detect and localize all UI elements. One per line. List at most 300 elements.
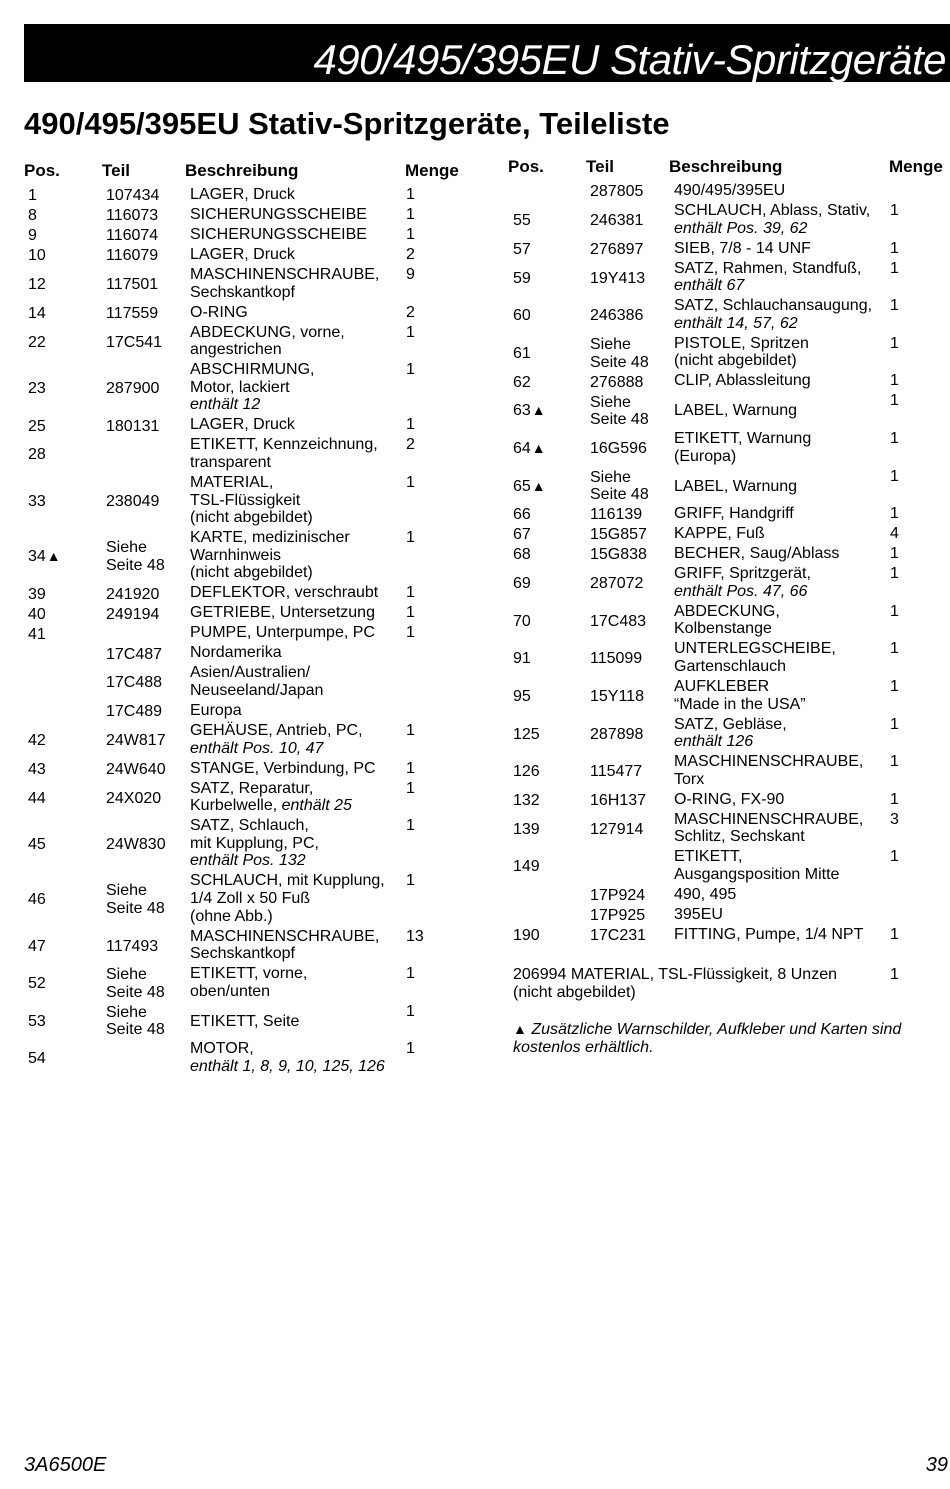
description-cell: [674, 202, 890, 240]
description-line: Warnhinweis: [190, 546, 281, 564]
description-line: ABDECKUNG,: [674, 602, 780, 620]
description-cell: [190, 361, 406, 416]
description-line: TSL-Flüssigkeit: [190, 491, 301, 509]
part-number-cell: 19Y413: [590, 269, 646, 287]
quantity-cell: 1: [890, 715, 899, 733]
warning-triangle-icon: ▲: [531, 439, 546, 456]
description-cell: [190, 266, 406, 304]
extra-line-note: (nicht abgebildet): [513, 983, 636, 1001]
description-line: LAGER, Druck: [190, 246, 295, 263]
description-cell: [674, 926, 890, 946]
description-line: enthält 12: [190, 396, 261, 414]
description-line: GETRIEBE, Untersetzung: [190, 604, 375, 622]
document-id: 3A6500E: [24, 1454, 107, 1476]
table-row: [508, 716, 950, 754]
table-row: [24, 304, 480, 324]
part-number-cell: 24X020: [106, 789, 162, 807]
pos-cell: [28, 644, 98, 664]
quantity-cell: 1: [406, 323, 415, 341]
table-row: [24, 584, 480, 604]
table-row: [24, 664, 480, 702]
description-cell: [190, 1040, 406, 1078]
quantity-cell: 1: [890, 848, 899, 866]
pos-cell: [28, 664, 98, 702]
description-line: SCHLAUCH, mit Kupplung,: [190, 872, 385, 890]
table-row: [24, 760, 480, 780]
table-row: [24, 780, 480, 818]
table-row: [508, 372, 950, 392]
table-row: [24, 624, 480, 644]
description-line: GRIFF, Handgriff: [674, 505, 794, 523]
table-row: [24, 246, 480, 266]
pos-cell: 55: [513, 212, 531, 229]
part-number-cell: [106, 624, 190, 644]
description-cell: [674, 753, 890, 791]
quantity-cell: [890, 906, 940, 926]
part-number-cell: 107434: [106, 187, 160, 205]
quantity-cell: 1: [890, 372, 899, 390]
description-cell: [674, 525, 890, 545]
part-number-cell: 180131: [106, 417, 160, 435]
description-line: ETIKETT, Warnung: [674, 429, 812, 447]
warning-triangle-icon: ▲: [531, 477, 546, 494]
pos-cell: 14: [28, 304, 46, 322]
quantity-cell: 1: [890, 565, 899, 583]
description-line: Neuseeland/Japan: [190, 681, 324, 699]
pos-cell: [28, 702, 98, 722]
col-header-teil: Teil: [102, 161, 131, 180]
quantity-cell: 1: [406, 186, 415, 203]
description-cell: [674, 468, 890, 506]
pos-cell: 67: [513, 526, 531, 544]
description-cell: [190, 780, 406, 818]
pos-cell: 47: [28, 937, 46, 955]
part-number-cell: 17P924: [590, 887, 646, 905]
table-row: [24, 266, 480, 304]
part-number-cell: 15G857: [590, 526, 647, 544]
table-row: [24, 529, 480, 584]
part-number-cell: 246386: [590, 307, 644, 325]
pos-cell: 69: [513, 575, 531, 593]
col-header-teil: Teil: [586, 157, 615, 176]
quantity-cell: 1: [406, 226, 415, 243]
description-cell: [190, 324, 406, 362]
warning-triangle-icon: ▲: [513, 1021, 527, 1038]
quantity-cell: 1: [890, 640, 899, 658]
pos-cell: 91: [513, 650, 531, 668]
table-row: [24, 226, 480, 246]
part-number-cell: 116073: [106, 207, 159, 225]
description-line: oben/unten: [190, 982, 271, 1000]
quantity-cell: [890, 182, 940, 202]
description-line: SATZ, Gebläse,: [674, 715, 787, 733]
table-row: [24, 928, 480, 966]
description-cell: [190, 722, 406, 760]
description-line: 490/495/395EU: [674, 182, 786, 199]
description-cell: [674, 505, 890, 525]
quantity-cell: 2: [406, 246, 415, 263]
banner-text: 490/495/395EU Stativ-Spritzgeräte: [313, 36, 946, 82]
description-line: (ohne Abb.): [190, 907, 273, 925]
warning-triangle-icon: ▲: [46, 547, 61, 564]
table-row: [24, 361, 480, 416]
description-cell: [190, 817, 406, 872]
description-cell: [674, 545, 890, 565]
table-row: [24, 206, 480, 226]
page-number: 39: [925, 1454, 948, 1476]
pos-cell: 62: [513, 373, 531, 391]
description-cell: [190, 872, 406, 927]
part-number-cell: 241920: [106, 585, 160, 603]
description-cell: [674, 811, 890, 849]
pos-cell: 28: [28, 446, 46, 464]
description-line: AUFKLEBER: [674, 677, 770, 695]
pos-cell: 61: [513, 344, 531, 362]
description-line: Sechskantkopf: [190, 945, 295, 963]
col-header-menge: Menge: [405, 161, 459, 180]
description-line: (nicht abgebildet): [190, 564, 313, 582]
description-line: Motor, lackiert: [190, 378, 290, 396]
table-row: [24, 436, 480, 474]
description-cell: [190, 474, 406, 529]
table-row: [24, 702, 480, 722]
part-number-cell: 17C489: [106, 703, 163, 721]
description-line: O-RING: [190, 303, 248, 321]
table-row: [508, 886, 950, 906]
part-number-cell: 24W817: [106, 731, 166, 749]
description-line: STANGE, Verbindung, PC: [190, 759, 376, 777]
parts-table-right: [508, 156, 950, 1056]
part-number-cell: Siehe Seite 48: [590, 393, 649, 429]
quantity-cell: 1: [890, 297, 899, 315]
table-row: [508, 811, 950, 849]
description-line: “Made in the USA”: [674, 695, 806, 713]
description-line: BECHER, Saug/Ablass: [674, 545, 840, 563]
description-line: CLIP, Ablassleitung: [674, 372, 811, 390]
description-line: Kolbenstange: [674, 620, 772, 638]
quantity-cell: 1: [890, 239, 899, 257]
quantity-cell: 1: [890, 467, 899, 485]
quantity-cell: 1: [890, 392, 899, 410]
description-line: SICHERUNGSSCHEIBE: [190, 226, 367, 243]
description-line: Nordamerika: [190, 644, 282, 662]
table-row: [508, 848, 950, 886]
description-cell: [674, 791, 890, 811]
quantity-cell: 1: [890, 602, 899, 620]
quantity-cell: 1: [406, 1002, 415, 1020]
description-line: mit Kupplung, PC,: [190, 834, 319, 852]
description-cell: [674, 260, 890, 298]
description-line: ETIKETT, vorne,: [190, 965, 308, 983]
table-row: [508, 297, 950, 335]
description-cell: [190, 436, 406, 474]
description-line: enthält Pos. 10, 47: [190, 739, 324, 757]
description-line: MOTOR,: [190, 1040, 254, 1058]
description-line: Torx: [674, 770, 705, 788]
description-cell: [674, 182, 890, 202]
description-line: PISTOLE, Spritzen: [674, 334, 809, 352]
description-line: 490, 495: [674, 885, 737, 903]
description-line: SATZ, Reparatur,: [190, 779, 314, 797]
description-line: ABSCHIRMUNG,: [190, 361, 315, 379]
pos-cell: 54: [28, 1050, 46, 1068]
quantity-cell: 1: [890, 790, 899, 808]
pos-cell: 12: [28, 276, 46, 293]
table-row: [24, 474, 480, 529]
part-number-cell: 238049: [106, 492, 160, 510]
pos-cell: 25: [28, 417, 46, 435]
quantity-cell: 3: [890, 810, 899, 828]
quantity-cell: [406, 644, 456, 664]
description-line: enthält Pos. 39, 62: [674, 219, 808, 237]
table-row: [508, 182, 950, 202]
quantity-cell: 1: [890, 545, 899, 563]
description-line: ETIKETT,: [674, 848, 743, 866]
col-header-menge: Menge: [889, 157, 943, 176]
description-line: MASCHINENSCHRAUBE,: [190, 927, 380, 945]
description-line: angestrichen: [190, 341, 282, 359]
description-cell: [190, 604, 406, 624]
table-row: [508, 678, 950, 716]
description-cell: [190, 702, 406, 722]
table-row: [508, 753, 950, 791]
description-cell: [190, 226, 406, 246]
pos-cell: 9: [28, 227, 37, 245]
description-line: SATZ, Rahmen, Standfuß,: [674, 259, 862, 277]
description-cell: [190, 965, 406, 1003]
pos-cell: 10: [28, 247, 46, 265]
description-cell: [190, 1003, 406, 1041]
description-cell: [190, 760, 406, 780]
part-number-cell: [106, 436, 190, 474]
description-line: MATERIAL,: [190, 473, 274, 491]
description-line: enthält 126: [674, 733, 754, 751]
part-number-cell: Siehe Seite 48: [106, 1003, 165, 1039]
description-line: transparent: [190, 453, 271, 471]
part-number-cell: [590, 848, 674, 886]
table-row: [508, 505, 950, 525]
table-row: [508, 906, 950, 926]
description-line: Ausgangsposition Mitte: [674, 865, 840, 883]
pos-cell: 190: [513, 927, 540, 945]
part-number-cell: Siehe Seite 48: [106, 539, 165, 574]
description-line: 1/4 Zoll x 50 Fuß: [190, 889, 311, 907]
pos-cell: 125: [513, 725, 540, 743]
description-cell: [190, 206, 406, 226]
description-line: GRIFF, Spritzgerät,: [674, 565, 811, 583]
table-row: [24, 817, 480, 872]
pos-cell: 64 ▲: [513, 439, 546, 457]
description-line: enthält 67: [674, 277, 745, 295]
part-number-cell: 115099: [590, 650, 643, 668]
description-line: MASCHINENSCHRAUBE,: [190, 266, 380, 283]
table-row: [508, 260, 950, 298]
description-cell: [674, 297, 890, 335]
quantity-cell: 1: [406, 1040, 415, 1058]
description-line: KAPPE, Fuß: [674, 525, 765, 543]
pos-cell: [513, 906, 583, 926]
parts-table-left: [24, 160, 480, 1078]
table-row: [508, 240, 950, 260]
description-line: (nicht abgebildet): [674, 352, 797, 370]
part-number-cell: 15G838: [590, 546, 647, 564]
quantity-cell: [406, 702, 456, 722]
table-row: [24, 722, 480, 760]
quantity-cell: 2: [406, 303, 415, 321]
description-line: enthält 1, 8, 9, 10, 125, 126: [190, 1057, 385, 1075]
part-number-cell: 17C488: [106, 674, 163, 692]
description-line: SICHERUNGSSCHEIBE: [190, 206, 367, 223]
part-number-cell: 24W830: [106, 835, 166, 853]
description-cell: [674, 716, 890, 754]
pos-cell: 68: [513, 546, 531, 564]
description-line: LAGER, Druck: [190, 416, 295, 434]
quantity-cell: 1: [890, 925, 899, 943]
quantity-cell: 1: [406, 721, 415, 739]
description-line: KARTE, medizinischer: [190, 529, 350, 547]
description-cell: [674, 392, 890, 430]
extra-line-text: 206994 MATERIAL, TSL-Flüssigkeit, 8 Unzen: [513, 965, 837, 983]
table-row: [24, 416, 480, 436]
description-cell: [674, 565, 890, 603]
description-cell: [674, 603, 890, 641]
table-row: [24, 965, 480, 1003]
table-row: [508, 392, 950, 430]
quantity-cell: 1: [890, 259, 899, 277]
page-title: 490/495/395EU Stativ-Spritzgeräte, Teileliste: [24, 106, 670, 141]
table-row: [508, 468, 950, 506]
description-line: enthält Pos. 132: [190, 852, 306, 870]
quantity-cell: 1: [406, 584, 415, 602]
title-banner: [24, 24, 950, 82]
description-cell: [190, 644, 406, 664]
quantity-cell: [406, 664, 456, 702]
warning-triangle-icon: ▲: [531, 402, 546, 419]
pos-cell: 34 ▲: [28, 547, 61, 565]
description-cell: [190, 928, 406, 966]
description-line: Europa: [190, 701, 242, 719]
description-line: ETIKETT, Seite: [190, 1012, 300, 1030]
part-number-cell: 17C231: [590, 927, 647, 945]
part-number-cell: 117493: [106, 937, 159, 955]
part-number-cell: 116139: [590, 506, 643, 524]
pos-cell: [513, 182, 583, 202]
quantity-cell: 13: [406, 927, 424, 945]
table-row: [508, 791, 950, 811]
col-header-desc: Beschreibung: [669, 157, 783, 176]
part-number-cell: 16G596: [590, 439, 647, 457]
description-line: LABEL, Warnung: [674, 402, 798, 420]
quantity-cell: [890, 886, 940, 906]
quantity-cell: 9: [406, 266, 415, 283]
part-number-cell: 116079: [106, 247, 159, 265]
pos-cell: 8: [28, 207, 37, 225]
quantity-cell: 1: [406, 416, 415, 434]
pos-cell: 52: [28, 975, 46, 993]
description-line: DEFLEKTOR, verschraubt: [190, 584, 379, 602]
pos-cell: 40: [28, 605, 46, 623]
description-cell: [674, 886, 890, 906]
footnote-text: Zusätzliche Warnschilder, Aufkleber und Karten sind kostenlos erhältlich.: [513, 1021, 902, 1056]
pos-cell: 95: [513, 687, 531, 705]
description-cell: [674, 906, 890, 926]
table-row: [508, 202, 950, 240]
col-header-desc: Beschreibung: [185, 161, 299, 180]
quantity-cell: 1: [890, 202, 899, 219]
description-cell: [190, 186, 406, 206]
description-line: SATZ, Schlauchansaugung,: [674, 297, 873, 315]
pos-cell: 1: [28, 187, 37, 205]
description-line: SIEB, 7/8 - 14 UNF: [674, 239, 811, 257]
quantity-cell: 4: [890, 525, 899, 543]
description-line: Sechskantkopf: [190, 283, 295, 301]
description-cell: [190, 304, 406, 324]
table-row: [508, 335, 950, 373]
table-row: [24, 644, 480, 664]
pos-cell: 23: [28, 379, 46, 397]
description-line: UNTERLEGSCHEIBE,: [674, 640, 836, 658]
description-cell: [674, 678, 890, 716]
pos-cell: 132: [513, 791, 540, 809]
pos-cell: 22: [28, 333, 46, 351]
part-number-cell: 287072: [590, 575, 644, 593]
pos-cell: 39: [28, 585, 46, 603]
extra-material-entry: [508, 966, 950, 1001]
description-line: PUMPE, Unterpumpe, PC: [190, 624, 375, 642]
table-header: [508, 156, 950, 182]
table-row: [508, 545, 950, 565]
table-row: [508, 430, 950, 468]
description-line: enthält Pos. 47, 66: [674, 582, 808, 600]
part-number-cell: 287805: [590, 183, 644, 201]
table-body: [508, 182, 950, 946]
description-cell: [674, 430, 890, 468]
quantity-cell: 1: [890, 677, 899, 695]
quantity-cell: 1: [890, 505, 899, 523]
part-number-cell: 15Y118: [590, 687, 644, 705]
warning-footnote: [508, 1021, 950, 1056]
description-line: Kurbelwelle, enthält 25: [190, 797, 352, 815]
table-row: [24, 1003, 480, 1041]
table-row: [508, 926, 950, 946]
part-number-cell: 16H137: [590, 791, 647, 809]
description-line: MASCHINENSCHRAUBE,: [674, 810, 864, 828]
table-row: [508, 565, 950, 603]
pos-cell: 63 ▲: [513, 402, 546, 420]
description-line: ABDECKUNG, vorne,: [190, 323, 345, 341]
pos-cell: 42: [28, 731, 46, 749]
description-line: LAGER, Druck: [190, 186, 295, 203]
pos-cell: 149: [513, 858, 540, 876]
pos-cell: 41: [28, 625, 46, 643]
quantity-cell: 1: [406, 361, 415, 379]
part-number-cell: 117501: [106, 276, 159, 293]
table-row: [508, 603, 950, 641]
quantity-cell: 1: [406, 473, 415, 491]
description-cell: [674, 240, 890, 260]
description-cell: [674, 335, 890, 373]
description-cell: [190, 416, 406, 436]
description-line: Gartenschlauch: [674, 657, 787, 675]
quantity-cell: 1: [406, 759, 415, 777]
pos-cell: 43: [28, 760, 46, 778]
part-number-cell: Siehe Seite 48: [590, 468, 649, 504]
description-cell: [674, 640, 890, 678]
part-number-cell: 17C487: [106, 645, 163, 663]
part-number-cell: 116074: [106, 227, 159, 245]
description-line: O-RING, FX-90: [674, 790, 785, 808]
pos-cell: 53: [28, 1012, 46, 1030]
